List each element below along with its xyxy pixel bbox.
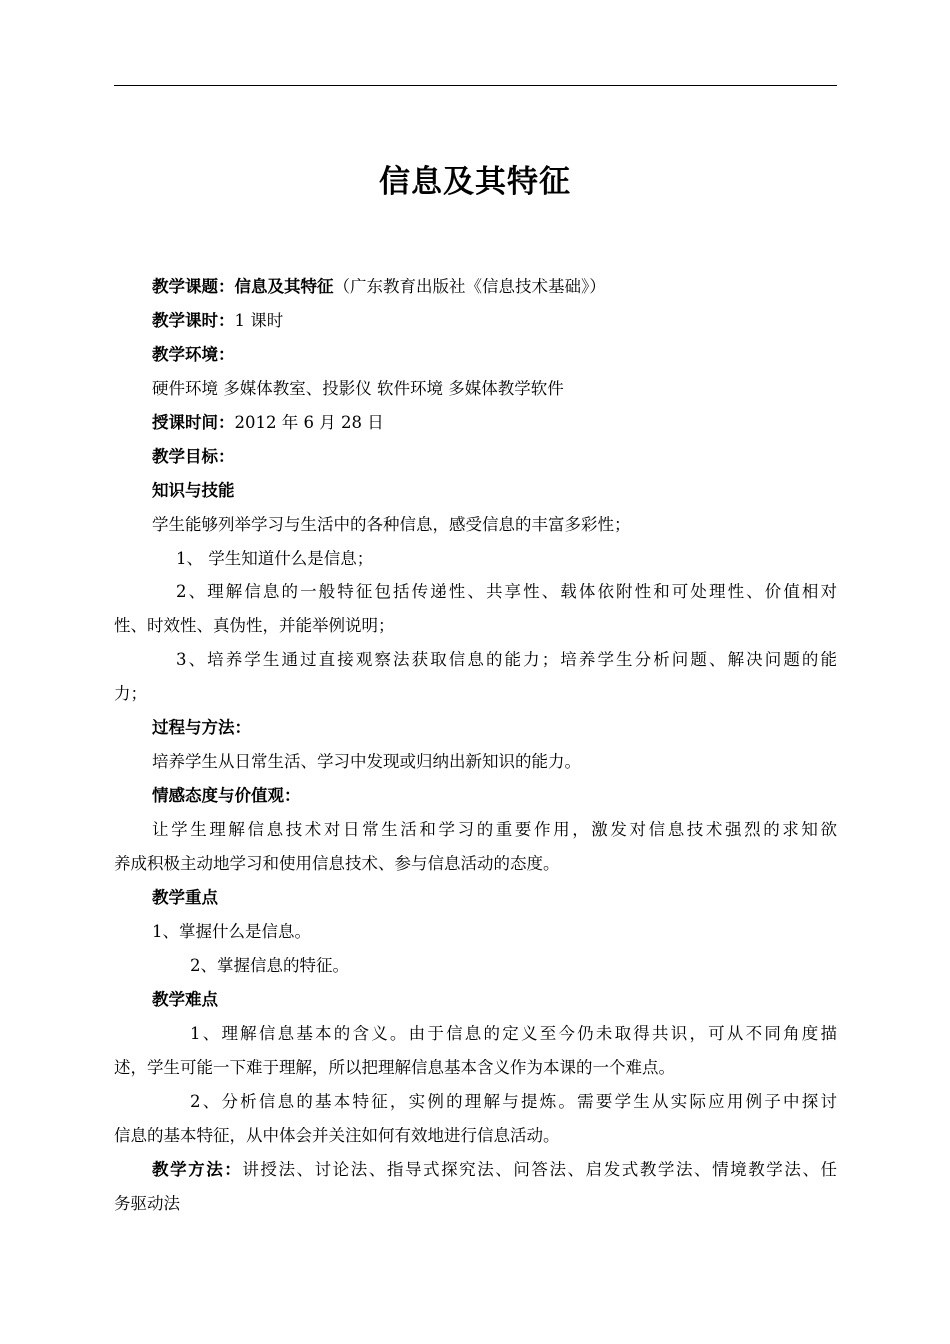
lesson-hours-value: 1 课时 — [234, 311, 284, 330]
lesson-topic-line — [152, 276, 875, 298]
method-value: 讲授法、讨论法、指导式探究法、问答法、启发式教学法、情境教学法、任 — [242, 1160, 838, 1179]
page-title: 信息及其特征 — [379, 164, 571, 200]
process-heading: 过程与方法： — [152, 718, 251, 737]
knowledge-item-2-line-1: 2、理解信息的一般特征包括传递性、共享性、载体依附性和可处理性、价值相对 — [176, 582, 837, 601]
knowledge-intro: 学生能够列举学习与生活中的各种信息，感受信息的丰富多彩性； — [152, 515, 631, 534]
process-text: 培养学生从日常生活、学习中发现或归纳出新知识的能力。 — [152, 752, 581, 771]
lesson-topic-label: 教学课题： — [152, 277, 235, 296]
emotion-heading: 情感态度与价值观： — [152, 786, 301, 805]
emotion-text-line-2: 养成积极主动地学习和使用信息技术、参与信息活动的态度。 — [114, 854, 560, 873]
lesson-topic-source: （广东教育出版社《信息技术基础》） — [333, 277, 606, 296]
difficult-point-2-line-1: 2、分析信息的基本特征，实例的理解与提炼。需要学生从实际应用例子中探讨 — [190, 1092, 837, 1111]
key-points-heading: 教学重点 — [152, 888, 218, 907]
knowledge-heading: 知识与技能 — [152, 481, 235, 500]
lesson-topic-value: 信息及其特征 — [234, 277, 334, 296]
environment-label: 教学环境： — [152, 345, 235, 364]
knowledge-item-3-line-2: 力； — [114, 684, 147, 703]
goals-label: 教学目标： — [152, 447, 235, 466]
difficult-point-1-line-1: 1、理解信息基本的含义。由于信息的定义至今仍未取得共识，可从不同角度描 — [190, 1024, 837, 1043]
difficult-point-1-line-2: 述，学生可能一下难于理解，所以把理解信息基本含义作为本课的一个难点。 — [114, 1058, 675, 1077]
knowledge-item-2-line-2: 性、时效性、真伪性，并能举例说明； — [114, 616, 395, 635]
method-line-1 — [152, 1159, 837, 1181]
knowledge-item-1: 1、 学生知道什么是信息； — [176, 549, 374, 568]
class-time-value: 2012 年 6 月 28 日 — [234, 413, 384, 432]
environment-value: 硬件环境 多媒体教室、投影仪 软件环境 多媒体教学软件 — [152, 379, 564, 398]
emotion-text-line-1: 让学生理解信息技术对日常生活和学习的重要作用，激发对信息技术强烈的求知欲 — [152, 820, 837, 839]
lesson-hours-label: 教学课时： — [152, 311, 235, 330]
class-time-line — [152, 412, 875, 434]
difficult-point-2-line-2: 信息的基本特征，从中体会并关注如何有效地进行信息活动。 — [114, 1126, 560, 1145]
key-point-1: 1、掌握什么是信息。 — [152, 922, 311, 941]
method-line-2: 务驱动法 — [114, 1194, 180, 1213]
class-time-label: 授课时间： — [152, 413, 235, 432]
header-rule — [114, 85, 837, 86]
lesson-hours-line — [152, 310, 875, 332]
difficult-points-heading: 教学难点 — [152, 990, 218, 1009]
method-label: 教学方法： — [152, 1160, 243, 1179]
knowledge-item-3-line-1: 3、培养学生通过直接观察法获取信息的能力；培养学生分析问题、解决问题的能 — [176, 650, 837, 669]
key-point-2: 2、掌握信息的特征。 — [190, 956, 349, 975]
